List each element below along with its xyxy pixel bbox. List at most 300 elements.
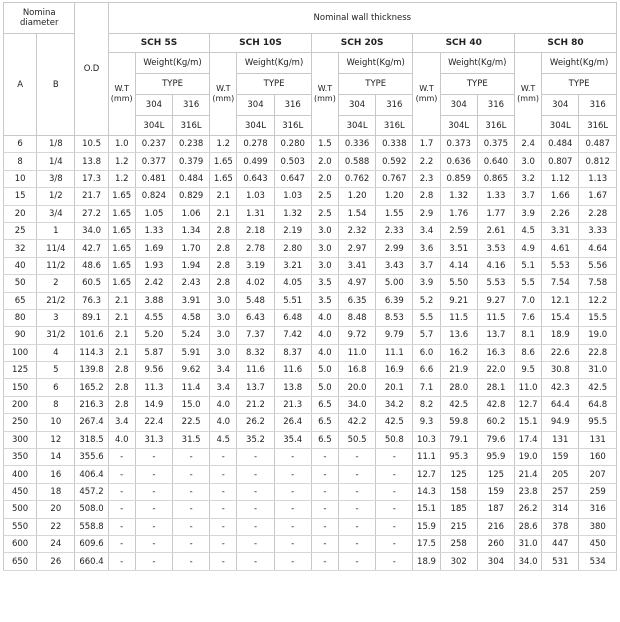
table-cell: 21.9 — [440, 362, 477, 379]
table-cell: 1.66 — [542, 188, 579, 205]
grade-304l-header: 304L — [237, 116, 274, 136]
table-cell: 9.5 — [515, 362, 542, 379]
table-cell: 24 — [37, 535, 75, 552]
table-cell: - — [135, 483, 172, 500]
table-cell: 42.5 — [376, 414, 413, 431]
table-cell: 42.2 — [338, 414, 375, 431]
table-cell: 3/8 — [37, 170, 75, 187]
table-cell: 8 — [37, 396, 75, 413]
table-cell: 215 — [440, 518, 477, 535]
table-cell: 400 — [4, 466, 37, 483]
table-cell: 35.4 — [274, 431, 311, 448]
table-cell: 1/8 — [37, 136, 75, 153]
table-cell: 257 — [542, 483, 579, 500]
table-cell: 7.1 — [413, 379, 440, 396]
weight-header: Weight(Kg/m) — [135, 53, 209, 74]
table-cell: 1.32 — [274, 205, 311, 222]
table-cell: 1/4 — [37, 153, 75, 170]
table-cell: - — [376, 535, 413, 552]
table-cell: 2.78 — [237, 240, 274, 257]
table-cell: 260 — [477, 535, 514, 552]
table-cell: 8.37 — [274, 344, 311, 361]
table-cell: - — [173, 535, 210, 552]
table-cell: 1.12 — [542, 170, 579, 187]
table-cell: 9.72 — [338, 327, 375, 344]
schedule-header-sch10s: SCH 10S — [210, 34, 312, 53]
table-cell: - — [210, 553, 237, 570]
table-cell: 12 — [37, 431, 75, 448]
grade-316l-header: 316L — [274, 116, 311, 136]
table-cell: 100 — [4, 344, 37, 361]
table-cell: 1.65 — [108, 257, 135, 274]
table-cell: 1.70 — [173, 240, 210, 257]
table-cell: 4.5 — [515, 222, 542, 239]
table-cell: 42.5 — [579, 379, 617, 396]
table-cell: - — [338, 535, 375, 552]
table-cell: 1.20 — [376, 188, 413, 205]
table-cell: 4.64 — [579, 240, 617, 257]
table-cell: 0.859 — [440, 170, 477, 187]
table-cell: 1.65 — [108, 222, 135, 239]
table-cell: 216.3 — [75, 396, 108, 413]
table-cell: 28.0 — [440, 379, 477, 396]
table-cell: 15.5 — [579, 309, 617, 326]
grade-304-header: 304 — [440, 95, 477, 116]
table-cell: - — [311, 535, 338, 552]
table-cell: 447 — [542, 535, 579, 552]
table-cell: 4.0 — [311, 327, 338, 344]
table-cell: 5.0 — [311, 379, 338, 396]
table-cell: 42.3 — [542, 379, 579, 396]
table-cell: 22.5 — [173, 414, 210, 431]
table-cell: 20 — [4, 205, 37, 222]
table-cell: 7.37 — [237, 327, 274, 344]
table-cell: 187 — [477, 501, 514, 518]
table-cell: 2.9 — [413, 205, 440, 222]
table-cell: 0.643 — [237, 170, 274, 187]
table-cell: 8.48 — [338, 309, 375, 326]
table-cell: 1.2 — [108, 170, 135, 187]
table-cell: 7.58 — [579, 275, 617, 292]
table-cell: 15.9 — [413, 518, 440, 535]
table-cell: - — [237, 553, 274, 570]
table-cell: 1/2 — [37, 188, 75, 205]
table-cell: 1.06 — [173, 205, 210, 222]
table-cell: 2.1 — [108, 292, 135, 309]
table-cell: 1.20 — [338, 188, 375, 205]
table-cell: 550 — [4, 518, 37, 535]
grade-304l-header: 304L — [135, 116, 172, 136]
table-cell: 6.0 — [413, 344, 440, 361]
table-cell: 6.43 — [237, 309, 274, 326]
table-cell: - — [135, 535, 172, 552]
table-cell: 89.1 — [75, 309, 108, 326]
table-row — [4, 518, 617, 535]
table-cell: 2.0 — [311, 170, 338, 187]
table-cell: 4.97 — [338, 275, 375, 292]
table-cell: - — [135, 466, 172, 483]
table-cell: 1.03 — [237, 188, 274, 205]
nominal-wall-thickness-header: Nominal wall thickness — [108, 3, 616, 34]
table-cell: 16.3 — [477, 344, 514, 361]
table-cell: 95.5 — [579, 414, 617, 431]
weight-header: Weight(Kg/m) — [338, 53, 412, 74]
table-cell: 4.5 — [210, 431, 237, 448]
table-cell: 380 — [579, 518, 617, 535]
table-cell: 2 — [37, 275, 75, 292]
table-cell: 21.4 — [515, 466, 542, 483]
table-cell: 94.9 — [542, 414, 579, 431]
table-cell: 7.42 — [274, 327, 311, 344]
table-cell: 26.2 — [237, 414, 274, 431]
table-cell: 20.1 — [376, 379, 413, 396]
table-cell: 6.48 — [274, 309, 311, 326]
table-cell: 4.02 — [237, 275, 274, 292]
grade-316-header: 316 — [477, 95, 514, 116]
table-cell: - — [108, 553, 135, 570]
table-cell: 5.48 — [237, 292, 274, 309]
table-cell: 31.3 — [135, 431, 172, 448]
table-cell: 2.61 — [477, 222, 514, 239]
table-cell: 10 — [37, 414, 75, 431]
table-cell: 3.21 — [274, 257, 311, 274]
table-cell: 9.21 — [440, 292, 477, 309]
table-cell: 21.3 — [274, 396, 311, 413]
table-cell: 250 — [4, 414, 37, 431]
table-cell: 11.0 — [515, 379, 542, 396]
table-cell: - — [338, 518, 375, 535]
table-cell: - — [274, 553, 311, 570]
table-cell: 35.2 — [237, 431, 274, 448]
table-cell: - — [173, 483, 210, 500]
table-cell: - — [274, 483, 311, 500]
table-cell: 11.0 — [338, 344, 375, 361]
table-cell: - — [210, 518, 237, 535]
table-cell: 32 — [4, 240, 37, 257]
type-header: TYPE — [135, 74, 209, 95]
table-cell: 0.812 — [579, 153, 617, 170]
table-cell: - — [108, 483, 135, 500]
table-cell: 5.2 — [413, 292, 440, 309]
table-cell: 5.00 — [376, 275, 413, 292]
table-cell: 19.0 — [579, 327, 617, 344]
table-cell: - — [173, 449, 210, 466]
table-cell: 18 — [37, 483, 75, 500]
table-cell: 2.1 — [108, 309, 135, 326]
table-cell: 1.33 — [135, 222, 172, 239]
table-cell: 15.1 — [515, 414, 542, 431]
grade-304-header: 304 — [338, 95, 375, 116]
table-cell: - — [274, 501, 311, 518]
grade-316-header: 316 — [274, 95, 311, 116]
grade-316l-header: 316L — [376, 116, 413, 136]
table-cell: 0.503 — [274, 153, 311, 170]
table-cell: 2.3 — [413, 170, 440, 187]
table-cell: 64.4 — [542, 396, 579, 413]
table-cell: 160 — [579, 449, 617, 466]
table-cell: 2.26 — [542, 205, 579, 222]
table-cell: 3.0 — [515, 153, 542, 170]
table-cell: - — [274, 535, 311, 552]
table-cell: 10 — [4, 170, 37, 187]
table-cell: 0.499 — [237, 153, 274, 170]
grade-316-header: 316 — [376, 95, 413, 116]
table-cell: 17.5 — [413, 535, 440, 552]
table-cell: 22 — [37, 518, 75, 535]
table-cell: - — [210, 449, 237, 466]
table-cell: 185 — [440, 501, 477, 518]
table-cell: 80 — [4, 309, 37, 326]
table-cell: 18.9 — [413, 553, 440, 570]
table-cell: 3.0 — [311, 240, 338, 257]
table-cell: 558.8 — [75, 518, 108, 535]
table-cell: - — [311, 483, 338, 500]
table-cell: 5.20 — [135, 327, 172, 344]
table-cell: 3.53 — [477, 240, 514, 257]
table-cell: - — [376, 466, 413, 483]
table-cell: 1.65 — [108, 240, 135, 257]
table-cell: - — [108, 518, 135, 535]
table-cell: 8.1 — [515, 327, 542, 344]
table-cell: - — [376, 449, 413, 466]
table-cell: 7.6 — [515, 309, 542, 326]
table-cell: 42.5 — [440, 396, 477, 413]
wt-header: W.T (mm) — [311, 53, 338, 136]
wt-header: W.T (mm) — [210, 53, 237, 136]
table-cell: - — [311, 553, 338, 570]
table-cell: 14 — [37, 449, 75, 466]
grade-316l-header: 316L — [579, 116, 617, 136]
table-row — [4, 153, 617, 170]
table-cell: 1.13 — [579, 170, 617, 187]
table-cell: 3.19 — [237, 257, 274, 274]
table-cell: 16.9 — [376, 362, 413, 379]
table-cell: 3.5 — [311, 292, 338, 309]
table-cell: 30.8 — [542, 362, 579, 379]
table-cell: 508.0 — [75, 501, 108, 518]
table-cell: 4.9 — [515, 240, 542, 257]
table-cell: 4 — [37, 344, 75, 361]
table-cell: 50 — [4, 275, 37, 292]
table-cell: 2.8 — [108, 362, 135, 379]
table-cell: 6 — [37, 379, 75, 396]
table-cell: 3.4 — [108, 414, 135, 431]
table-cell: - — [338, 501, 375, 518]
table-cell: 0.588 — [338, 153, 375, 170]
table-row — [4, 501, 617, 518]
grade-304-header: 304 — [135, 95, 172, 116]
table-cell: 200 — [4, 396, 37, 413]
table-cell: 4.0 — [311, 309, 338, 326]
table-cell: 3.9 — [413, 275, 440, 292]
table-cell: 0.484 — [542, 136, 579, 153]
table-cell: 25 — [4, 222, 37, 239]
table-row — [4, 309, 617, 326]
table-cell: 0.484 — [173, 170, 210, 187]
table-cell: - — [173, 553, 210, 570]
table-cell: 1.03 — [274, 188, 311, 205]
table-cell: 13.7 — [477, 327, 514, 344]
table-cell: 20 — [37, 501, 75, 518]
table-row — [4, 292, 617, 309]
table-cell: 4.16 — [477, 257, 514, 274]
table-cell: 3.51 — [440, 240, 477, 257]
table-cell: 42.8 — [477, 396, 514, 413]
table-cell: 3.6 — [413, 240, 440, 257]
table-cell: 11.1 — [376, 344, 413, 361]
table-cell: 11/2 — [37, 257, 75, 274]
table-row — [4, 466, 617, 483]
table-cell: 1.94 — [173, 257, 210, 274]
table-cell: 34.0 — [75, 222, 108, 239]
table-cell: 125 — [4, 362, 37, 379]
wt-header: W.T (mm) — [108, 53, 135, 136]
wt-header: W.T (mm) — [413, 53, 440, 136]
table-cell: 3.0 — [210, 309, 237, 326]
table-cell: - — [210, 483, 237, 500]
table-cell: 3.7 — [515, 188, 542, 205]
table-cell: 10.5 — [75, 136, 108, 153]
table-cell: 0.640 — [477, 153, 514, 170]
table-cell: 1 — [37, 222, 75, 239]
table-cell: 60.2 — [477, 414, 514, 431]
table-cell: 3.0 — [210, 344, 237, 361]
table-cell: 3.0 — [210, 292, 237, 309]
table-cell: 8.53 — [376, 309, 413, 326]
table-cell: 10.3 — [413, 431, 440, 448]
table-cell: 1.93 — [135, 257, 172, 274]
table-cell: 1.31 — [237, 205, 274, 222]
table-cell: 50.8 — [376, 431, 413, 448]
table-cell: 17.4 — [515, 431, 542, 448]
table-cell: 1.65 — [210, 170, 237, 187]
table-cell: 79.1 — [440, 431, 477, 448]
table-row — [4, 449, 617, 466]
grade-304l-header: 304L — [542, 116, 579, 136]
table-cell: 1.54 — [338, 205, 375, 222]
table-cell: - — [135, 449, 172, 466]
table-cell: 1.0 — [108, 136, 135, 153]
table-row — [4, 431, 617, 448]
table-cell: 1.77 — [477, 205, 514, 222]
table-cell: 20.0 — [338, 379, 375, 396]
table-cell: 159 — [477, 483, 514, 500]
table-cell: 5.87 — [135, 344, 172, 361]
table-cell: 450 — [579, 535, 617, 552]
table-cell: 300 — [4, 431, 37, 448]
table-cell: 2.97 — [338, 240, 375, 257]
grade-304l-header: 304L — [338, 116, 375, 136]
table-cell: 11.6 — [274, 362, 311, 379]
table-cell: 6.35 — [338, 292, 375, 309]
table-cell: 14.3 — [413, 483, 440, 500]
table-cell: 2.1 — [108, 327, 135, 344]
wt-header: W.T (mm) — [515, 53, 542, 136]
table-cell: 16.8 — [338, 362, 375, 379]
table-cell: 8.2 — [413, 396, 440, 413]
table-cell: 258 — [440, 535, 477, 552]
table-cell: - — [376, 483, 413, 500]
table-cell: 2.99 — [376, 240, 413, 257]
table-cell: - — [237, 449, 274, 466]
table-cell: 2.59 — [440, 222, 477, 239]
table-cell: 28.1 — [477, 379, 514, 396]
table-cell: 9.56 — [135, 362, 172, 379]
table-cell: 2.8 — [108, 379, 135, 396]
table-row — [4, 275, 617, 292]
weight-header: Weight(Kg/m) — [440, 53, 514, 74]
table-cell: 5.91 — [173, 344, 210, 361]
table-cell: 0.379 — [173, 153, 210, 170]
table-cell: 0.865 — [477, 170, 514, 187]
table-cell: - — [135, 553, 172, 570]
table-cell: - — [338, 553, 375, 570]
table-cell: 26.4 — [274, 414, 311, 431]
table-cell: 26.2 — [515, 501, 542, 518]
table-cell: 40 — [4, 257, 37, 274]
table-cell: 16 — [37, 466, 75, 483]
table-cell: 158 — [440, 483, 477, 500]
table-cell: 2.43 — [173, 275, 210, 292]
table-cell: 1.76 — [440, 205, 477, 222]
schedule-header-sch80: SCH 80 — [515, 34, 617, 53]
nominal-diameter-header: Nomina diameter — [4, 3, 75, 34]
table-row — [4, 414, 617, 431]
table-cell: 31.5 — [173, 431, 210, 448]
grade-316-header: 316 — [173, 95, 210, 116]
table-cell: 5.5 — [413, 309, 440, 326]
table-cell: 2.80 — [274, 240, 311, 257]
table-cell: 1.2 — [210, 136, 237, 153]
table-cell: 28.6 — [515, 518, 542, 535]
table-cell: 5.51 — [274, 292, 311, 309]
table-cell: 3.0 — [311, 257, 338, 274]
table-cell: 5.50 — [440, 275, 477, 292]
table-cell: 6.5 — [311, 431, 338, 448]
table-row — [4, 535, 617, 552]
table-cell: 2.19 — [274, 222, 311, 239]
table-cell: 3.91 — [173, 292, 210, 309]
table-cell: 3.88 — [135, 292, 172, 309]
table-cell: 27.2 — [75, 205, 108, 222]
table-cell: 16.2 — [440, 344, 477, 361]
schedule-header-sch20s: SCH 20S — [311, 34, 413, 53]
table-cell: 0.237 — [135, 136, 172, 153]
table-cell: 22.4 — [135, 414, 172, 431]
table-cell: 650 — [4, 553, 37, 570]
table-cell: - — [210, 501, 237, 518]
table-cell: 12.2 — [579, 292, 617, 309]
grade-316l-header: 316L — [477, 116, 514, 136]
table-cell: 165.2 — [75, 379, 108, 396]
table-cell: 22.8 — [579, 344, 617, 361]
table-cell: - — [108, 501, 135, 518]
table-cell: - — [311, 501, 338, 518]
table-cell: 9.62 — [173, 362, 210, 379]
table-cell: 609.6 — [75, 535, 108, 552]
table-cell: 4.55 — [135, 309, 172, 326]
table-row — [4, 188, 617, 205]
table-cell: 406.4 — [75, 466, 108, 483]
table-cell: - — [210, 535, 237, 552]
table-cell: 0.373 — [440, 136, 477, 153]
table-cell: - — [237, 518, 274, 535]
table-header — [4, 3, 617, 136]
table-row — [4, 344, 617, 361]
table-cell: 79.6 — [477, 431, 514, 448]
table-cell: 0.829 — [173, 188, 210, 205]
table-cell: - — [108, 449, 135, 466]
